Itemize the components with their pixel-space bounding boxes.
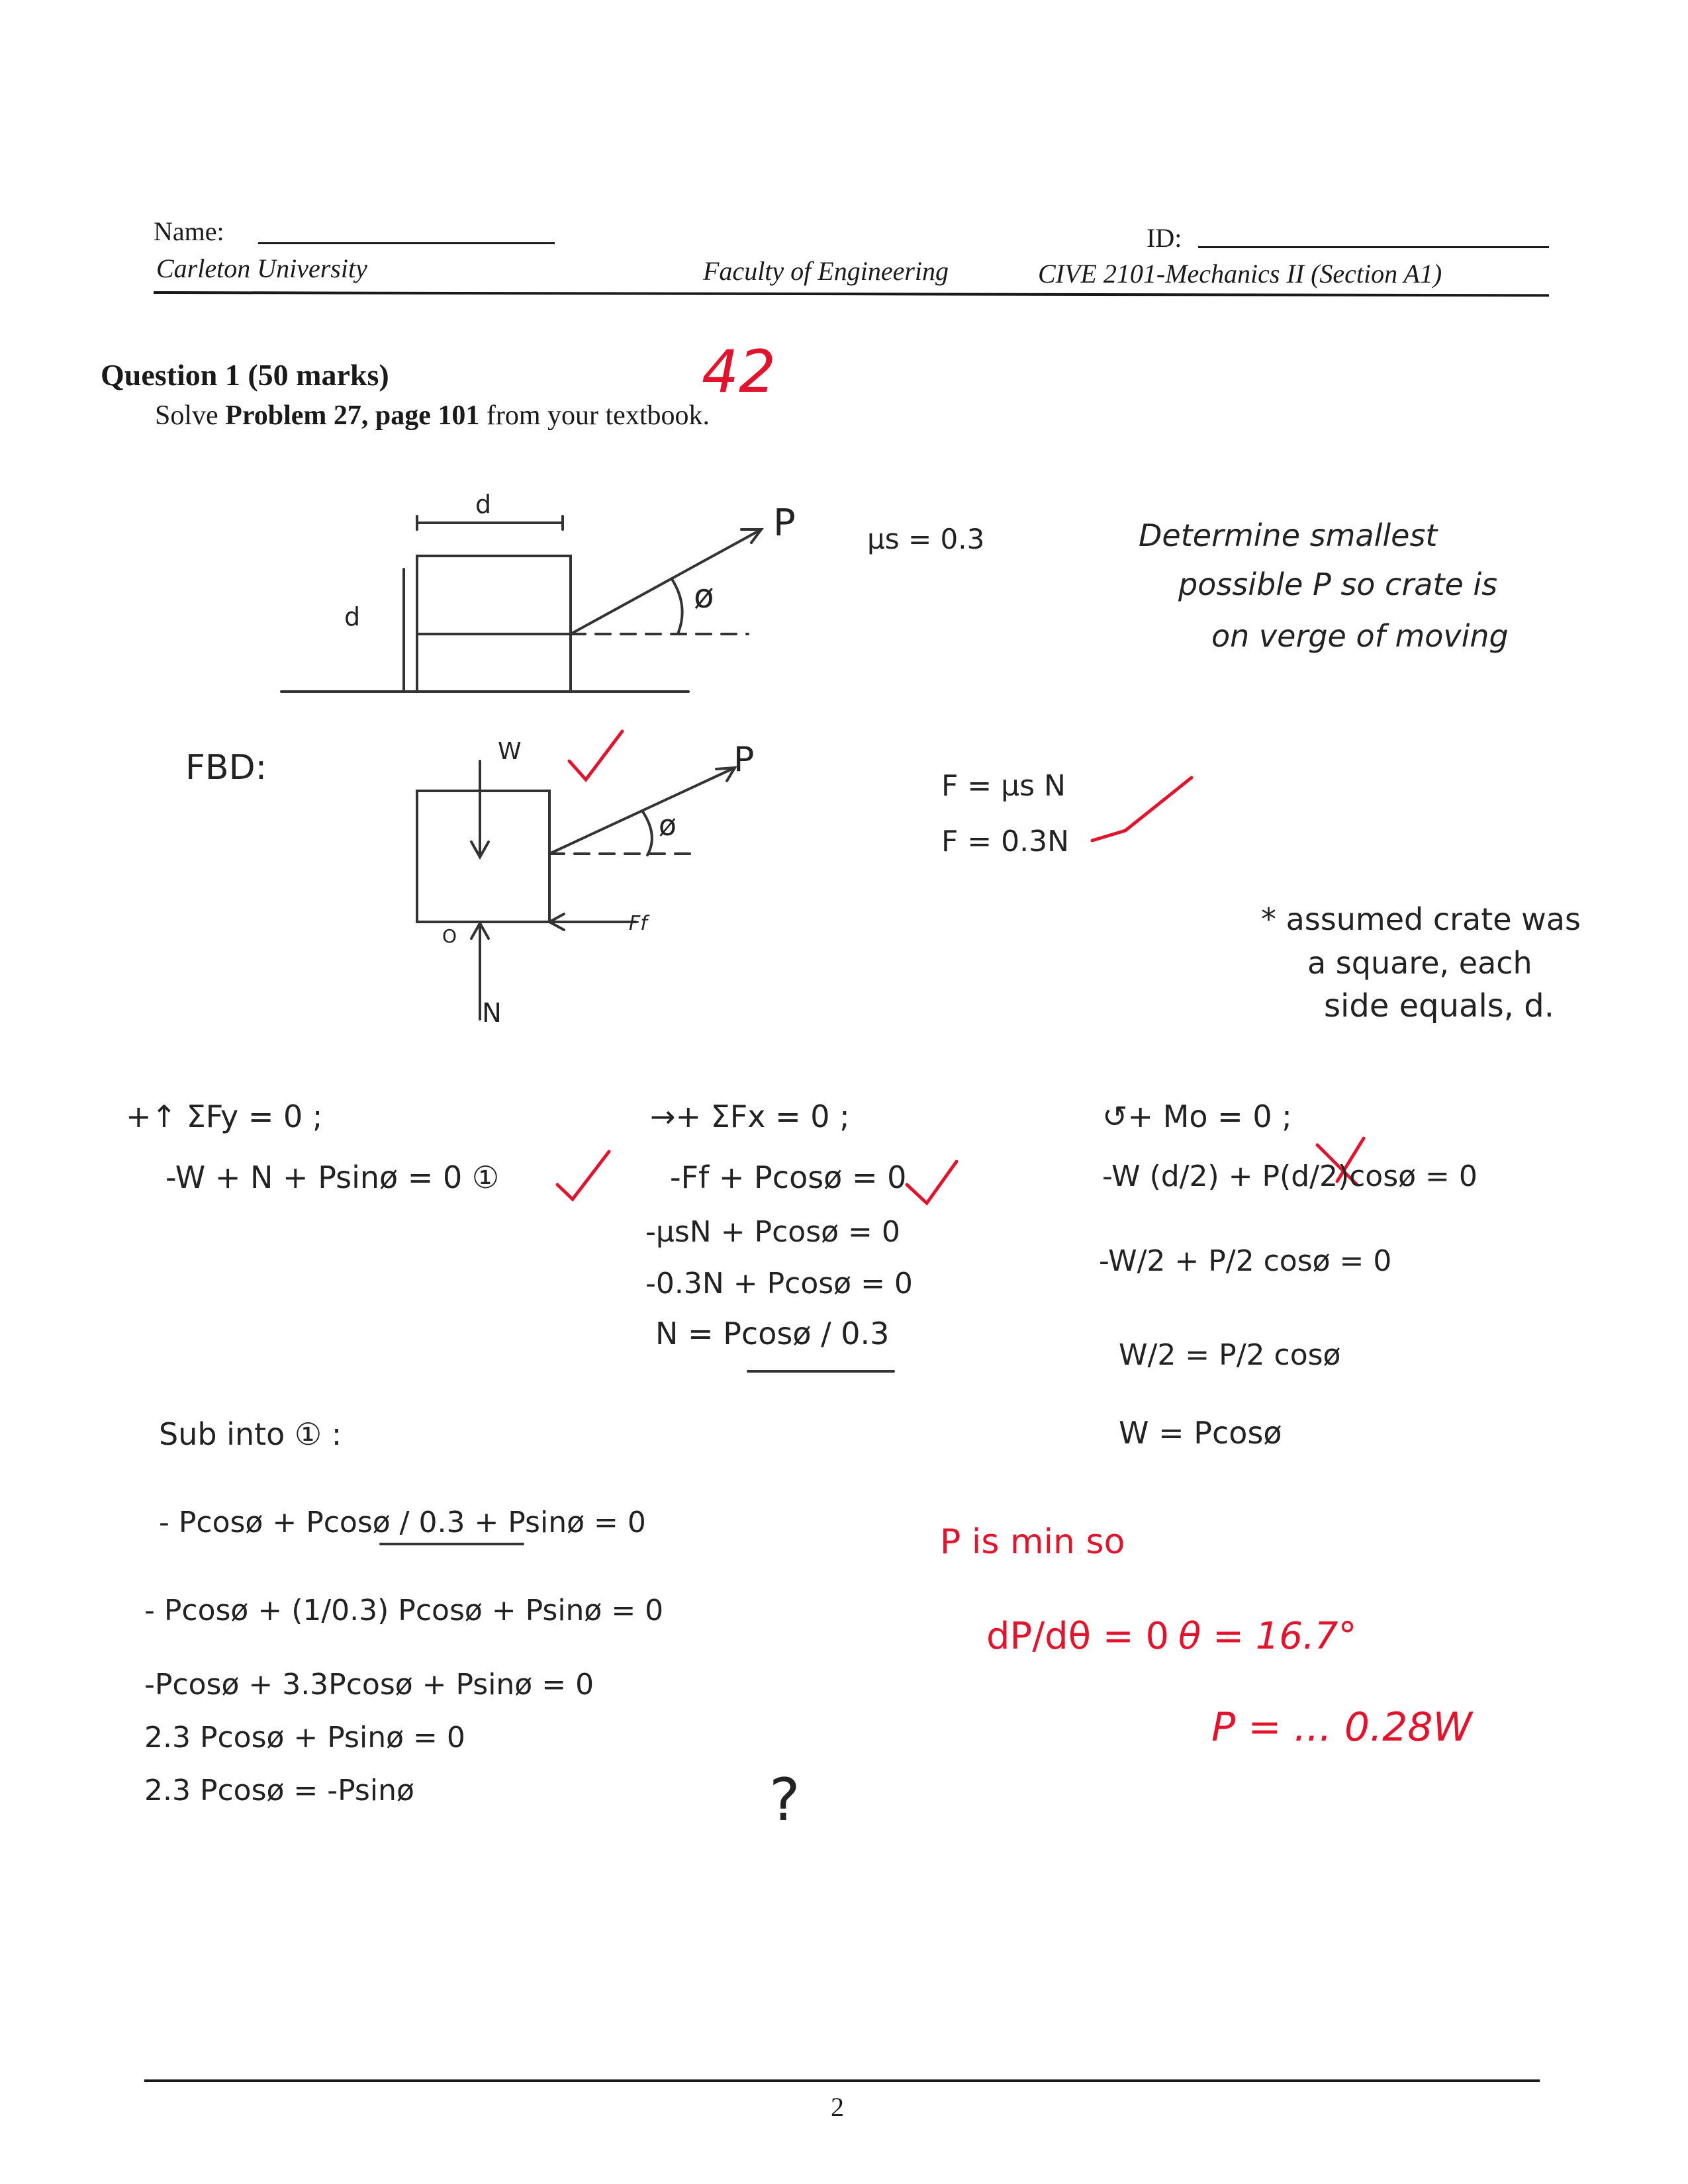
determine-line-3: on verge of moving: [1211, 618, 1509, 654]
fbd-label: FBD:: [185, 748, 267, 788]
grade-score: 42: [702, 338, 776, 406]
moment-heading: ↺+ Mo = 0 ;: [1102, 1099, 1292, 1134]
id-label: ID:: [1147, 223, 1182, 253]
sub-heading: Sub into ① :: [159, 1416, 342, 1452]
prompt-post: from your textbook.: [486, 400, 710, 431]
prompt-pre: Solve: [155, 400, 218, 431]
friction-coefficient: μs = 0.3: [867, 523, 985, 555]
origin-label: O: [442, 925, 457, 947]
sub-eq-4: 2.3 Pcosø + Psinø = 0: [144, 1721, 465, 1754]
friction-force-label: Ff: [629, 912, 647, 935]
sum-fy-heading: +↑ ΣFy = 0 ;: [126, 1099, 323, 1134]
dimension-d-side: d: [344, 602, 361, 631]
dimension-d-top: d: [475, 490, 492, 519]
determine-line-1: Determine smallest: [1139, 518, 1438, 553]
grader-p-min: P is min so: [940, 1522, 1125, 1562]
university-name: Carleton University: [156, 253, 367, 283]
footer-rule: [144, 2079, 1540, 2082]
question-title: Question 1 (50 marks): [101, 358, 389, 392]
sum-fx-eq-3: -0.3N + Pcosø = 0: [645, 1267, 913, 1300]
assumption-line-3: side equals, d.: [1324, 987, 1555, 1024]
sub-eq-5: 2.3 Pcosø = -Psinø: [144, 1774, 414, 1807]
grader-theta: θ = 16.7°: [1178, 1615, 1357, 1658]
sum-fy-equation: -W + N + Psinø = 0 ①: [165, 1160, 500, 1195]
course-name: CIVE 2101-Mechanics II (Section A1): [1038, 259, 1442, 289]
angle-phi-label-fbd: ø: [659, 809, 677, 842]
weight-label: W: [498, 738, 522, 765]
name-label: Name:: [154, 216, 224, 246]
assumption-line-1: * assumed crate was: [1261, 901, 1581, 937]
grader-p-value: P = ... 0.28W: [1211, 1704, 1472, 1751]
sum-fx-eq-2: -μsN + Pcosø = 0: [645, 1215, 900, 1249]
moment-eq-4: W = Pcosø: [1119, 1415, 1282, 1451]
grader-derivative: dP/dθ = 0: [986, 1615, 1170, 1658]
normal-force-result: N = Pcosø / 0.3: [655, 1316, 890, 1351]
faculty-name: Faculty of Engineering: [703, 256, 949, 286]
sub-eq-1: - Pcosø + Pcosø / 0.3 + Psinø = 0: [159, 1506, 646, 1539]
angle-phi-label: ø: [694, 577, 714, 615]
question-mark: ?: [769, 1766, 800, 1834]
sum-fx-heading: →+ ΣFx = 0 ;: [650, 1099, 850, 1134]
normal-force-label: N: [482, 998, 502, 1028]
determine-line-2: possible P so crate is: [1178, 567, 1498, 602]
prompt-bold: Problem 27, page 101: [225, 400, 480, 431]
friction-eq-2: F = 0.3N: [941, 825, 1070, 858]
force-p-label-fbd: P: [733, 740, 755, 780]
assumption-line-2: a square, each: [1307, 945, 1532, 981]
sub-eq-3: -Pcosø + 3.3Pcosø + Psinø = 0: [144, 1668, 594, 1702]
sub-eq-2: - Pcosø + (1/0.3) Pcosø + Psinø = 0: [144, 1594, 664, 1627]
sum-fx-eq-1: -Ff + Pcosø = 0: [670, 1160, 907, 1195]
moment-eq-2: -W/2 + P/2 cosø = 0: [1099, 1244, 1392, 1278]
moment-eq-3: W/2 = P/2 cosø: [1119, 1338, 1341, 1372]
force-p-label: P: [773, 502, 796, 545]
page-number: 2: [831, 2092, 844, 2122]
friction-eq-1: F = μs N: [941, 769, 1066, 803]
moment-eq-1: -W (d/2) + P(d/2)cosø = 0: [1102, 1160, 1477, 1193]
